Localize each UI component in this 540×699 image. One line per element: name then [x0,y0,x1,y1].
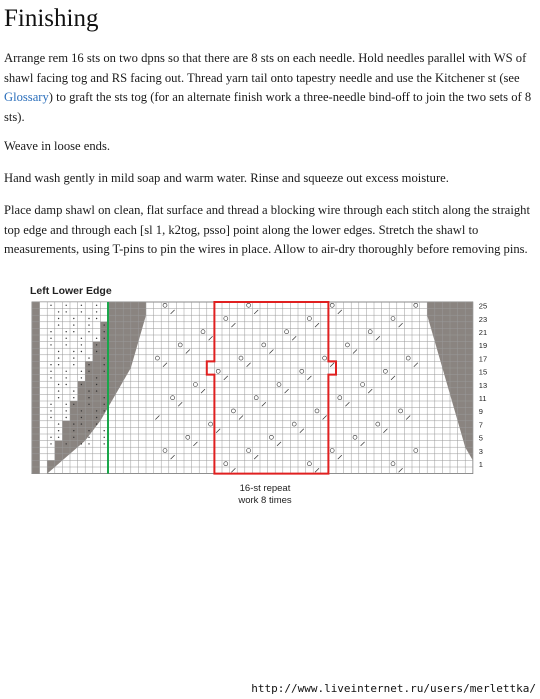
purl-dot-symbol [50,377,51,378]
purl-dot-symbol [50,364,51,365]
edge-stitch-cell [85,342,93,349]
purl-dot-symbol [88,397,89,398]
purl-dot-symbol [73,364,74,365]
paragraph-text: ) to graft the sts tog (for an alternate finish work a three-needle bind-off to join the two sets of 8 sts). [4,90,532,124]
row-number-label: 9 [478,407,483,417]
purl-dot-symbol [104,371,105,372]
purl-dot-symbol [58,423,59,424]
purl-dot-symbol [58,357,59,358]
edge-stitch-cell [70,368,78,375]
purl-dot-symbol [73,397,74,398]
purl-dot-symbol [88,430,89,431]
paragraph-blocking: Place damp shawl on clean, flat surface and thread a blocking wire through each stitch along the straight top edge and through each [sl 1, k2tog, psso] point along the lower edges. Stretch the shawl to measurements, using T-pins to pin the wires in place. Allow to air-dry thoroughly before removing pins. [4,203,530,256]
purl-dot-symbol [66,344,67,345]
edge-stitch-cell [55,401,63,408]
edge-stitch-cell [85,348,93,355]
purl-dot-symbol [50,344,51,345]
purl-dot-symbol [81,305,82,306]
edge-stitch-cell [70,309,78,316]
purl-dot-symbol [66,311,67,312]
purl-dot-symbol [96,384,97,385]
purl-dot-symbol [96,351,97,352]
edge-stitch-cell [78,361,86,368]
edge-stitch-cell [40,434,48,441]
purl-dot-symbol [104,410,105,411]
purl-dot-symbol [50,338,51,339]
paragraph-grafting [4,49,534,127]
edge-stitch-cell [47,309,55,316]
edge-stitch-cell [40,454,48,461]
purl-dot-symbol [81,311,82,312]
purl-dot-symbol [58,318,59,319]
purl-dot-symbol [104,338,105,339]
edge-stitch-cell [55,375,63,382]
purl-dot-symbol [88,404,89,405]
footer-url: http://www.liveinternet.ru/users/merlettka/ [251,682,536,695]
edge-stitch-cell [40,342,48,349]
edge-stitch-cell [40,421,48,428]
purl-dot-symbol [50,410,51,411]
row-number-label: 23 [478,314,488,324]
purl-dot-symbol [81,443,82,444]
edge-stitch-cell [55,342,63,349]
purl-dot-symbol [96,311,97,312]
purl-dot-symbol [104,437,105,438]
purl-dot-symbol [66,338,67,339]
edge-stitch-cell [47,381,55,388]
purl-dot-symbol [50,331,51,332]
purl-dot-symbol [88,371,89,372]
purl-dot-symbol [96,423,97,424]
purl-dot-symbol [104,430,105,431]
purl-dot-symbol [88,390,89,391]
purl-dot-symbol [73,423,74,424]
purl-dot-symbol [50,305,51,306]
chart-title: Left Lower Edge [30,285,112,297]
edge-stitch-cell [70,342,78,349]
purl-dot-symbol [88,437,89,438]
purl-dot-symbol [81,377,82,378]
edge-stitch-cell [40,414,48,421]
row-number-label: 7 [478,420,483,430]
purl-dot-symbol [58,364,59,365]
edge-stitch-cell [40,348,48,355]
edge-stitch-cell [62,322,70,329]
edge-stitch-cell [40,315,48,322]
row-number-label: 1 [478,460,483,469]
paragraph-text: Arrange rem 16 sts on two dpns so that there are 8 sts on each needle. Hold needles parallel with WS of shawl facing tog and RS facing out. Thread yarn tail onto tapestry needle and use the Kitchener st (see [4,51,527,85]
purl-dot-symbol [73,430,74,431]
purl-dot-symbol [58,311,59,312]
purl-dot-symbol [58,384,59,385]
purl-dot-symbol [66,417,67,418]
purl-dot-symbol [96,344,97,345]
edge-stitch-cell [93,328,101,335]
purl-dot-symbol [66,377,67,378]
purl-dot-symbol [81,344,82,345]
purl-dot-symbol [58,437,59,438]
purl-dot-symbol [73,390,74,391]
edge-stitch-cell [55,414,63,421]
chart-caption-times: work 8 times [238,495,292,506]
purl-dot-symbol [104,443,105,444]
purl-dot-symbol [73,331,74,332]
purl-dot-symbol [88,318,89,319]
edge-stitch-cell [78,315,86,322]
edge-stitch-cell [40,388,48,395]
edge-stitch-cell [55,302,63,309]
row-number-label: 11 [478,394,487,403]
edge-stitch-cell [85,302,93,309]
edge-stitch-cell [47,348,55,355]
edge-stitch-cell [47,394,55,401]
row-number-label: 17 [478,354,488,364]
purl-dot-symbol [104,404,105,405]
edge-stitch-cell [85,309,93,316]
edge-stitch-cell [55,368,63,375]
edge-stitch-cell [40,375,48,382]
purl-dot-symbol [96,318,97,319]
paragraph-weave: Weave in loose ends. [4,139,111,153]
edge-stitch-cell [78,355,86,362]
row-number-label: 5 [478,433,483,443]
purl-dot-symbol [50,417,51,418]
edge-stitch-cell [40,361,48,368]
glossary-link[interactable]: Glossary [4,90,49,104]
purl-dot-symbol [81,371,82,372]
edge-stitch-cell [55,408,63,415]
purl-dot-symbol [58,430,59,431]
purl-dot-symbol [104,331,105,332]
edge-stitch-cell [47,447,55,454]
purl-dot-symbol [88,357,89,358]
edge-stitch-cell [40,381,48,388]
purl-dot-symbol [66,404,67,405]
edge-stitch-cell [40,447,48,454]
purl-dot-symbol [73,437,74,438]
edge-stitch-cell [70,302,78,309]
edge-stitch-cell [40,394,48,401]
edge-stitch-cell [62,388,70,395]
purl-dot-symbol [104,357,105,358]
purl-dot-symbol [96,305,97,306]
edge-stitch-cell [47,454,55,461]
purl-dot-symbol [81,338,82,339]
purl-dot-symbol [73,404,74,405]
purl-dot-symbol [50,404,51,405]
purl-dot-symbol [81,423,82,424]
edge-stitch-cell [70,381,78,388]
edge-stitch-cell [93,322,101,329]
purl-dot-symbol [58,397,59,398]
edge-stitch-cell [40,408,48,415]
purl-dot-symbol [66,305,67,306]
purl-dot-symbol [73,351,74,352]
purl-dot-symbol [96,390,97,391]
edge-stitch-cell [62,361,70,368]
edge-stitch-cell [40,460,48,467]
purl-dot-symbol [104,324,105,325]
purl-dot-symbol [66,331,67,332]
paragraph-wash: Hand wash gently in mild soap and warm water. Rinse and squeeze out excess moisture. [4,171,449,185]
edge-stitch-cell [40,467,48,474]
chart-caption-repeat: 16-st repeat [239,483,291,494]
edge-stitch-cell [78,328,86,335]
edge-stitch-cell [62,355,70,362]
edge-stitch-cell [47,322,55,329]
edge-stitch-cell [55,335,63,342]
edge-stitch-cell [40,355,48,362]
edge-stitch-cell [47,388,55,395]
edge-stitch-cell [70,375,78,382]
edge-stitch-cell [85,335,93,342]
purl-dot-symbol [88,324,89,325]
edge-stitch-cell [100,302,108,309]
purl-dot-symbol [58,324,59,325]
row-number-label: 13 [478,380,488,390]
purl-dot-symbol [73,357,74,358]
edge-stitch-cell [40,322,48,329]
purl-dot-symbol [104,397,105,398]
purl-dot-symbol [88,443,89,444]
page-title: Finishing [4,5,99,32]
row-number-label: 15 [478,367,488,377]
purl-dot-symbol [88,364,89,365]
purl-dot-symbol [73,324,74,325]
purl-dot-symbol [104,364,105,365]
purl-dot-symbol [50,437,51,438]
purl-dot-symbol [96,410,97,411]
purl-dot-symbol [96,377,97,378]
purl-dot-symbol [96,417,97,418]
edge-stitch-cell [100,309,108,316]
edge-stitch-cell [40,427,48,434]
purl-dot-symbol [66,371,67,372]
edge-stitch-cell [40,309,48,316]
edge-stitch-cell [55,328,63,335]
row-number-label: 3 [478,446,483,456]
edge-stitch-cell [40,441,48,448]
edge-stitch-cell [47,427,55,434]
purl-dot-symbol [66,384,67,385]
edge-stitch-cell [78,322,86,329]
edge-stitch-cell [40,328,48,335]
purl-dot-symbol [58,390,59,391]
purl-dot-symbol [81,351,82,352]
edge-stitch-cell [40,368,48,375]
row-number-label: 19 [478,341,488,351]
edge-stitch-cell [70,335,78,342]
edge-stitch-cell [47,421,55,428]
purl-dot-symbol [81,410,82,411]
edge-stitch-cell [100,315,108,322]
edge-stitch-cell [62,315,70,322]
edge-stitch-cell [40,335,48,342]
purl-dot-symbol [66,410,67,411]
edge-stitch-cell [40,302,48,309]
edge-stitch-cell [47,315,55,322]
edge-stitch-cell [62,394,70,401]
knitting-chart [28,300,522,482]
edge-stitch-cell [62,348,70,355]
purl-dot-symbol [50,371,51,372]
row-number-label: 25 [478,301,488,311]
purl-dot-symbol [96,338,97,339]
purl-dot-symbol [81,384,82,385]
purl-dot-symbol [88,331,89,332]
purl-dot-symbol [66,443,67,444]
row-number-label: 21 [478,328,488,337]
edge-stitch-cell [40,401,48,408]
edge-stitch-cell [47,355,55,362]
purl-dot-symbol [81,417,82,418]
purl-dot-symbol [50,443,51,444]
purl-dot-symbol [58,351,59,352]
purl-dot-symbol [73,318,74,319]
